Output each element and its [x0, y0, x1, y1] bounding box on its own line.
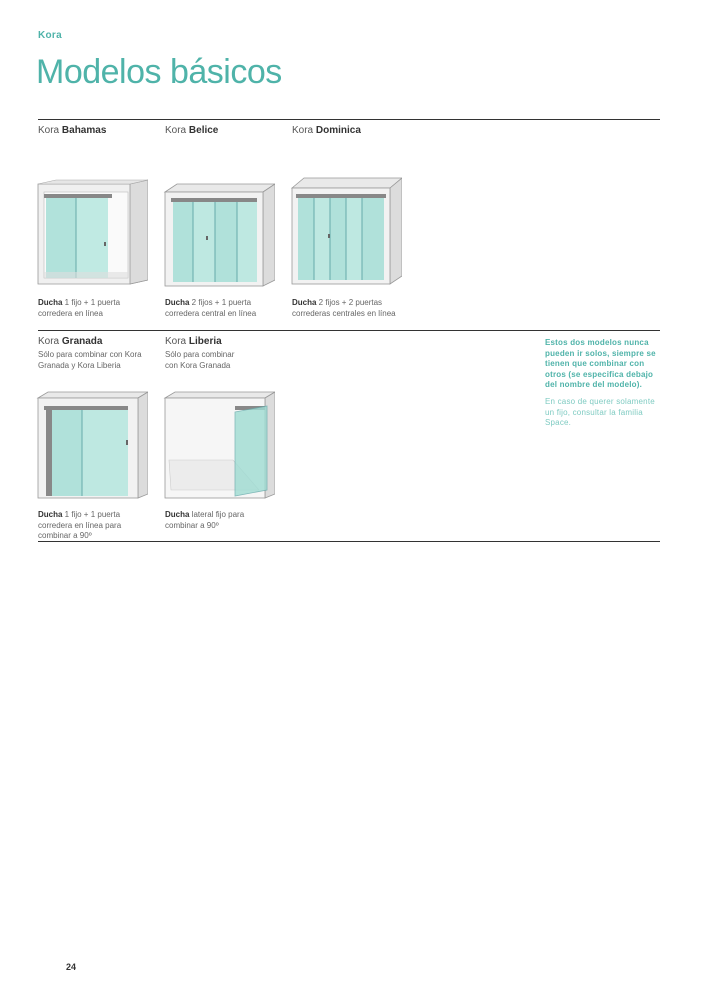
- liberia-subtitle: Sólo para combinar con Kora Granada: [165, 350, 235, 370]
- bahamas-shower-image: [36, 176, 148, 288]
- dominica-shower-image: [290, 174, 402, 286]
- belice-shower-image: [163, 176, 275, 288]
- page-title: Modelos básicos: [36, 53, 282, 91]
- caption-bahamas: Ducha 1 fijo + 1 puerta corredera en línea: [38, 298, 121, 318]
- divider-middle: [38, 330, 660, 331]
- model-title-dominica: Kora Dominica: [292, 125, 361, 136]
- combination-note: Estos dos modelos nunca pueden ir solos, siempre se tienen que combinar con otros (se especifica debajo del nombre del modelo).: [545, 338, 656, 389]
- model-title-liberia: Kora Liberia: [165, 336, 222, 347]
- caption-liberia: Ducha lateral fijo para combinar a 90º: [165, 510, 245, 530]
- model-title-belice: Kora Belice: [165, 125, 219, 136]
- liberia-shower-image: [163, 390, 275, 502]
- space-family-note: En caso de querer solamente un fijo, consultar la familia Space.: [545, 397, 655, 427]
- brand-label: Kora: [38, 30, 62, 41]
- divider-top: [38, 119, 660, 120]
- page-number: 24: [66, 962, 77, 972]
- model-title-granada: Kora Granada: [38, 336, 103, 347]
- caption-dominica: Ducha 2 fijos + 2 puertas correderas centrales en línea: [292, 298, 396, 318]
- caption-belice: Ducha 2 fijos + 1 puerta corredera central en línea: [165, 298, 257, 318]
- granada-shower-image: [36, 390, 148, 502]
- divider-bottom: [38, 541, 660, 542]
- granada-subtitle: Sólo para combinar con Kora Granada y Kora Liberia: [38, 350, 142, 370]
- caption-granada: Ducha 1 fijo + 1 puerta corredera en línea para combinar a 90º: [38, 510, 122, 540]
- model-title-bahamas: Kora Bahamas: [38, 125, 107, 136]
